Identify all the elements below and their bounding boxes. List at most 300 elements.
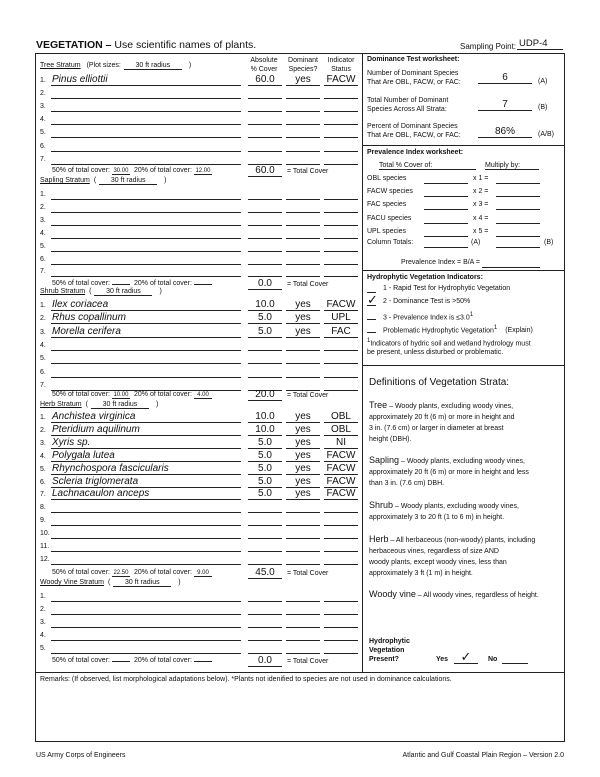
tree-indicator-field[interactable] <box>324 88 358 99</box>
tree-dominant-field[interactable] <box>286 154 320 165</box>
definitions-title: Definitions of Vegetation Strata: <box>369 377 510 388</box>
tree-indicator-field[interactable]: FACW <box>324 75 358 86</box>
herb-twenty-value[interactable]: 9.00 <box>194 570 212 577</box>
shrub-dominant-field[interactable] <box>286 340 320 351</box>
shrub-total-cover-label: = Total Cover <box>287 392 329 399</box>
woody-total-cover-label: = Total Cover <box>287 658 329 665</box>
prevalence-cover-field[interactable] <box>424 175 468 184</box>
page-title <box>36 39 256 51</box>
herb-row-number: 9. <box>40 517 46 525</box>
herb-dominant-field[interactable]: yes <box>286 464 320 475</box>
shrub-indicator-field[interactable] <box>324 380 358 391</box>
herb-dominant-field[interactable] <box>286 515 320 526</box>
herb-cover-field[interactable]: 5.0 <box>248 477 282 488</box>
dominance-b-label <box>367 96 448 114</box>
def-sapling <box>369 455 529 489</box>
shrub-stratum-header <box>40 288 162 296</box>
tree-species-field[interactable] <box>51 127 241 138</box>
sapling-plot-close: ) <box>164 177 167 184</box>
prevalence-title: Prevalence Index worksheet: <box>367 149 464 156</box>
prevalence-product-field[interactable] <box>496 215 540 224</box>
remarks-text: (If observed, list morphological adaptations below). *Plants not idenified to species are not used in dominance calculations. <box>69 676 452 683</box>
sapling-cover-field[interactable] <box>248 241 282 252</box>
sapling-row-number: 5. <box>40 242 46 250</box>
prevalence-product-field[interactable] <box>496 175 540 184</box>
woody-twenty-value[interactable] <box>194 661 212 662</box>
hydrophytic-label <box>369 637 410 664</box>
indicator-4-text: Problematic Hydrophytic Vegetation <box>383 327 494 335</box>
tree-cover-field[interactable] <box>248 101 282 112</box>
def-shrub-head: Shrub <box>369 500 394 510</box>
tree-species-field[interactable]: Pinus elliottii <box>51 75 241 86</box>
woody-cover-field[interactable] <box>248 604 282 615</box>
sapling-cover-totals <box>52 280 214 287</box>
tree-species-field[interactable] <box>51 154 241 165</box>
prevalence-multiplier: x 1 = <box>473 175 489 182</box>
sapling-cover-field[interactable] <box>248 254 282 265</box>
herb-twenty-label: 20% of total cover: <box>133 569 192 576</box>
prevalence-row-label: UPL species <box>367 227 407 235</box>
prevalence-cover-field[interactable] <box>424 228 468 237</box>
herb-indicator-field[interactable] <box>324 554 358 565</box>
herb-stratum-header <box>40 401 158 409</box>
herb-dominant-field[interactable]: yes <box>286 438 320 449</box>
woody-cover-field[interactable] <box>248 643 282 654</box>
shrub-indicator-field[interactable] <box>324 353 358 364</box>
herb-cover-field[interactable]: 5.0 <box>248 464 282 475</box>
tree-dominant-field[interactable] <box>286 114 320 125</box>
footer-left: US Army Corps of Engineers <box>36 752 126 759</box>
woody-cover-field[interactable] <box>248 591 282 602</box>
shrub-row-number: 2. <box>40 315 46 323</box>
dominance-b-value: 7 <box>478 99 532 111</box>
sampling-point-value: UDP-4 <box>517 38 563 50</box>
herb-indicator-field[interactable]: FACW <box>324 451 358 462</box>
herb-dominant-field[interactable]: yes <box>286 412 320 423</box>
herb-species-field[interactable]: Scleria triglomerata <box>51 477 241 488</box>
shrub-species-field[interactable] <box>51 380 241 391</box>
prevalence-cover-field[interactable] <box>424 215 468 224</box>
sapling-fifty-value[interactable] <box>112 284 130 285</box>
shrub-row-number: 6. <box>40 368 46 376</box>
tree-twenty-value[interactable]: 12.00 <box>195 168 211 174</box>
tree-indicator-field[interactable] <box>324 127 358 138</box>
sapling-row-number: 1. <box>40 191 46 198</box>
sapling-dominant-field[interactable] <box>286 215 320 226</box>
herb-fifty-label: 50% of total cover: <box>52 569 110 576</box>
prevalence-total-a-field[interactable] <box>424 239 468 248</box>
woody-plot-size[interactable]: 30 ft radius <box>113 579 171 587</box>
herb-indicator-field[interactable]: OBL <box>324 425 358 436</box>
tree-indicator-field[interactable] <box>324 141 358 152</box>
herb-dominant-field[interactable] <box>286 554 320 565</box>
shrub-twenty-value[interactable]: 4.00 <box>194 392 212 399</box>
herb-species-field[interactable]: Xyris sp. <box>51 438 241 449</box>
sapling-species-field[interactable] <box>51 215 241 226</box>
sapling-dominant-field[interactable] <box>286 202 320 213</box>
herb-dominant-field[interactable] <box>286 541 320 552</box>
sapling-cover-field[interactable] <box>248 189 282 200</box>
def-sapling-head: Sapling <box>369 455 400 465</box>
herb-row-number: 5. <box>40 465 46 473</box>
def-woody-text: – All woody vines, regardless of height. <box>415 592 539 599</box>
tree-indicator-field[interactable] <box>324 114 358 125</box>
herb-indicator-field[interactable] <box>324 528 358 539</box>
def-herb-l1: – All herbaceous (non-woody) plants, including <box>388 537 536 544</box>
shrub-dominant-field[interactable]: yes <box>286 327 320 338</box>
tree-fifty-label: 50% of total cover: <box>52 167 110 174</box>
shrub-cover-field[interactable]: 10.0 <box>248 300 282 311</box>
prevalence-multiplier: x 5 = <box>473 227 489 235</box>
shrub-cover-field[interactable] <box>248 353 282 364</box>
woody-row-number: 5. <box>40 645 46 652</box>
tree-cover-field[interactable] <box>248 114 282 125</box>
shrub-stratum-title: Shrub Stratum <box>40 288 86 295</box>
sapling-cover-field[interactable] <box>248 202 282 213</box>
woody-stratum-header <box>40 579 181 587</box>
indicator-4-explain: (Explain) <box>505 327 533 335</box>
shrub-indicator-field[interactable]: FAC <box>324 327 358 338</box>
woody-twenty-label: 20% of total cover: <box>133 657 192 664</box>
indicator-1-label: 1 - Rapid Test for Hydrophytic Vegetation <box>383 285 511 292</box>
herb-indicator-field[interactable]: OBL <box>324 412 358 423</box>
woody-row-number: 4. <box>40 632 46 639</box>
woody-dominant-field[interactable] <box>286 604 320 615</box>
herb-row-number: 4. <box>40 452 46 460</box>
herb-species-field[interactable] <box>51 528 241 539</box>
tree-indicator-field[interactable] <box>324 101 358 112</box>
sapling-row-number: 2. <box>40 203 46 211</box>
herb-species-field[interactable]: Rhynchospora fascicularis <box>51 464 241 475</box>
tree-fifty-value[interactable]: 30.00 <box>113 168 129 174</box>
dominance-c-tag: (A/B) <box>538 131 554 138</box>
shrub-total-cover[interactable]: 20.0 <box>248 390 282 401</box>
herb-cover-field[interactable] <box>248 515 282 526</box>
woody-dominant-field[interactable] <box>286 591 320 602</box>
herb-cover-field[interactable]: 5.0 <box>248 451 282 462</box>
prevalence-b-tag: (B) <box>544 239 554 246</box>
shrub-species-field[interactable] <box>51 340 241 351</box>
prevalence-row-label: FACU species <box>367 214 412 222</box>
hydro-yes-field[interactable]: ✓ <box>454 652 478 664</box>
herb-indicator-field[interactable]: FACW <box>324 464 358 475</box>
woody-indicator-field[interactable] <box>324 604 358 615</box>
shrub-cover-field[interactable]: 5.0 <box>248 327 282 338</box>
def-herb-l2: herbaceous vines, regardless of size AND <box>369 548 499 555</box>
indicator-4-sup: 1 <box>493 325 498 331</box>
sapling-indicator-field[interactable] <box>324 189 358 200</box>
tree-row-number: 4. <box>40 116 46 124</box>
woody-stratum-title: Woody Vine Stratum <box>40 579 104 586</box>
sapling-dominant-field[interactable] <box>286 228 320 239</box>
woody-species-field[interactable] <box>51 630 241 641</box>
woody-cover-field[interactable] <box>248 617 282 628</box>
sapling-dominant-field[interactable] <box>286 254 320 265</box>
herb-species-field[interactable] <box>51 502 241 513</box>
dominance-a-value: 6 <box>478 72 532 84</box>
sapling-fifty-label: 50% of total cover: <box>52 280 110 287</box>
indicator-3-box[interactable] <box>367 312 376 320</box>
herb-plot-open: ( <box>85 401 88 408</box>
sapling-indicator-field[interactable] <box>324 266 358 277</box>
shrub-row-number: 4. <box>40 341 46 349</box>
herb-cover-field[interactable] <box>248 502 282 513</box>
def-shrub <box>369 500 519 523</box>
prevalence-index-field[interactable] <box>482 259 540 268</box>
tree-stratum-title: Tree Stratum <box>40 62 81 69</box>
prevalence-product-field[interactable] <box>496 201 540 210</box>
herb-cover-field[interactable]: 10.0 <box>248 425 282 436</box>
shrub-dominant-field[interactable] <box>286 367 320 378</box>
indicator-3-sup: 1 <box>469 312 474 318</box>
shrub-indicator-field[interactable] <box>324 367 358 378</box>
tree-total-cover-label: = Total Cover <box>287 168 329 175</box>
shrub-indicator-field[interactable] <box>324 340 358 351</box>
sapling-species-field[interactable] <box>51 202 241 213</box>
herb-indicator-field[interactable]: FACW <box>324 477 358 488</box>
woody-indicator-field[interactable] <box>324 591 358 602</box>
indicator-2-box[interactable]: ✓ <box>367 292 378 307</box>
sapling-plot-size[interactable]: 30 ft radius <box>99 177 157 185</box>
shrub-row-number: 7. <box>40 381 46 389</box>
woody-dominant-field[interactable] <box>286 643 320 654</box>
herb-species-field[interactable]: Anchistea virginica <box>51 412 241 423</box>
sapling-cover-field[interactable] <box>248 228 282 239</box>
tree-dominant-field[interactable] <box>286 88 320 99</box>
sapling-species-field[interactable] <box>51 228 241 239</box>
tree-indicator-field[interactable] <box>324 154 358 165</box>
woody-indicator-field[interactable] <box>324 630 358 641</box>
woody-plot-close: ) <box>178 579 181 586</box>
sapling-row-number: 4. <box>40 229 46 237</box>
sapling-total-cover[interactable]: 0.0 <box>248 279 282 290</box>
woody-cover-field[interactable] <box>248 630 282 641</box>
woody-row-number: 3. <box>40 619 46 626</box>
prevalence-multiplier: x 4 = <box>473 214 489 222</box>
tree-dominant-field[interactable] <box>286 141 320 152</box>
woody-species-field[interactable] <box>51 617 241 628</box>
woody-indicator-field[interactable] <box>324 617 358 628</box>
shrub-twenty-label: 20% of total cover: <box>133 391 192 398</box>
prevalence-a-tag: (A) <box>471 239 481 246</box>
woody-fifty-value[interactable] <box>112 661 130 662</box>
sapling-species-field[interactable] <box>51 241 241 252</box>
sapling-indicator-field[interactable] <box>324 215 358 226</box>
herb-row-number: 7. <box>40 491 46 499</box>
tree-total-cover[interactable]: 60.0 <box>248 166 282 177</box>
herb-dominant-field[interactable]: yes <box>286 451 320 462</box>
herb-plot-size[interactable]: 30 ft radius <box>91 401 149 409</box>
shrub-row-number: 1. <box>40 302 46 309</box>
herb-species-field[interactable] <box>51 541 241 552</box>
shrub-species-field[interactable] <box>51 367 241 378</box>
hydro-no-field[interactable] <box>502 653 528 664</box>
herb-row-number: 3. <box>40 439 46 447</box>
col-indicator-2: Status <box>331 66 351 73</box>
prevalence-total-b-field[interactable] <box>496 239 540 248</box>
dominance-a-label <box>367 69 461 87</box>
shrub-fifty-label: 50% of total cover: <box>52 391 110 398</box>
tree-species-field[interactable] <box>51 101 241 112</box>
woody-dominant-field[interactable] <box>286 630 320 641</box>
tree-dominant-field[interactable] <box>286 127 320 138</box>
sapling-indicator-field[interactable] <box>324 254 358 265</box>
tree-row-number: 7. <box>40 155 46 163</box>
herb-dominant-field[interactable]: yes <box>286 477 320 488</box>
herb-cover-field[interactable]: 5.0 <box>248 489 282 500</box>
sapling-dominant-field[interactable] <box>286 189 320 200</box>
shrub-indicator-field[interactable]: FACW <box>324 300 358 311</box>
def-sapling-l3: than 3 in. (7.6 cm) DBH. <box>369 480 445 487</box>
shrub-dominant-field[interactable]: yes <box>286 300 320 311</box>
tree-dominant-field[interactable]: yes <box>286 75 320 86</box>
def-tree-l1: – Woody plants, excluding woody vines, <box>387 403 514 410</box>
herb-indicator-field[interactable] <box>324 515 358 526</box>
remarks-label: Remarks: <box>40 676 70 683</box>
tree-plot-size[interactable]: 30 ft radius <box>124 62 182 70</box>
shrub-plot-close: ) <box>159 288 162 295</box>
shrub-dominant-field[interactable] <box>286 353 320 364</box>
woody-row-number: 2. <box>40 606 46 613</box>
prevalence-cover-field[interactable] <box>424 188 468 197</box>
dominance-b-line2: Species Across All Strata: <box>367 106 447 113</box>
herb-species-field[interactable]: Polygala lutea <box>51 451 241 462</box>
herb-total-cover[interactable]: 45.0 <box>248 568 282 579</box>
sapling-species-field[interactable] <box>51 254 241 265</box>
herb-indicator-field[interactable]: FACW <box>324 489 358 500</box>
shrub-cover-field[interactable] <box>248 340 282 351</box>
herb-dominant-field[interactable]: yes <box>286 489 320 500</box>
def-tree-l3: 3 in. (7.6 cm) or larger in diameter at breast <box>369 425 504 432</box>
woody-species-field[interactable] <box>51 591 241 602</box>
herb-cover-field[interactable] <box>248 554 282 565</box>
sapling-row-number: 3. <box>40 216 46 224</box>
tree-species-field[interactable] <box>51 114 241 125</box>
def-tree-l4: height (DBH). <box>369 436 412 443</box>
sapling-cover-field[interactable] <box>248 266 282 277</box>
shrub-species-field[interactable]: Rhus copallinum <box>51 313 241 324</box>
herb-cover-field[interactable] <box>248 541 282 552</box>
woody-indicator-field[interactable] <box>324 643 358 654</box>
indicator-4-box[interactable] <box>367 325 376 333</box>
sapling-indicator-field[interactable] <box>324 241 358 252</box>
shrub-species-field[interactable] <box>51 353 241 364</box>
prevalence-index-label: Prevalence Index = B/A = <box>401 259 480 266</box>
sapling-cover-field[interactable] <box>248 215 282 226</box>
dominance-c-line1: Percent of Dominant Species <box>367 123 458 130</box>
shrub-plot-size[interactable]: 30 ft radius <box>94 288 152 296</box>
tree-species-field[interactable] <box>51 141 241 152</box>
herb-species-field[interactable] <box>51 515 241 526</box>
tree-cover-field[interactable] <box>248 127 282 138</box>
sapling-indicator-field[interactable] <box>324 202 358 213</box>
woody-species-field[interactable] <box>51 604 241 615</box>
herb-row-number: 1. <box>40 414 46 421</box>
prevalence-product-field[interactable] <box>496 188 540 197</box>
herb-stratum-title: Herb Stratum <box>40 401 82 408</box>
tree-plot-close: ) <box>188 62 192 69</box>
hydro-l1: Hydrophytic <box>369 638 410 645</box>
woody-total-cover[interactable]: 0.0 <box>248 656 282 667</box>
shrub-cover-field[interactable]: 5.0 <box>248 313 282 324</box>
herb-species-field[interactable]: Pteridium aquilinum <box>51 425 241 436</box>
herb-species-field[interactable] <box>51 554 241 565</box>
indicator-4-label <box>383 325 533 334</box>
dominance-b-tag: (B) <box>538 104 548 111</box>
sapling-dominant-field[interactable] <box>286 266 320 277</box>
prevalence-col1: Total % Cover of: <box>379 162 476 170</box>
indicator-3-label <box>383 312 473 321</box>
sapling-dominant-field[interactable] <box>286 241 320 252</box>
herb-total-cover-label: = Total Cover <box>287 570 329 577</box>
herb-cover-field[interactable]: 10.0 <box>248 412 282 423</box>
herb-row-number: 10. <box>40 530 50 538</box>
herb-indicator-field[interactable] <box>324 541 358 552</box>
prevalence-cover-field[interactable] <box>424 201 468 210</box>
sapling-plot-open: ( <box>93 177 97 184</box>
herb-cover-field[interactable]: 5.0 <box>248 438 282 449</box>
tree-cover-field[interactable]: 60.0 <box>248 75 282 86</box>
col-dominant <box>284 56 322 74</box>
sapling-twenty-value[interactable] <box>194 284 212 285</box>
shrub-fifty-value[interactable]: 10.00 <box>113 392 129 398</box>
herb-dominant-field[interactable] <box>286 528 320 539</box>
def-shrub-l2: approximately 3 to 20 ft (1 to 6 m) in height. <box>369 514 505 521</box>
tree-cover-field[interactable] <box>248 141 282 152</box>
herb-dominant-field[interactable] <box>286 502 320 513</box>
col-absolute-2: % Cover <box>250 66 278 73</box>
woody-row-number: 1. <box>40 593 46 600</box>
tree-row-number: 6. <box>40 142 46 150</box>
col-absolute-cover <box>244 56 284 74</box>
prevalence-multiplier: x 3 = <box>473 201 489 209</box>
tree-cover-totals <box>52 167 214 175</box>
sapling-indicator-field[interactable] <box>324 228 358 239</box>
woody-dominant-field[interactable] <box>286 617 320 628</box>
sapling-species-field[interactable] <box>51 189 241 200</box>
herb-species-field[interactable]: Lachnacaulon anceps <box>51 489 241 500</box>
hydro-l2: Vegetation <box>369 647 405 654</box>
shrub-indicator-field[interactable]: UPL <box>324 313 358 324</box>
dominance-title: Dominance Test worksheet: <box>367 56 460 63</box>
footer-right: Atlantic and Gulf Coastal Plain Region – Version 2.0 <box>402 752 564 759</box>
shrub-species-field[interactable]: Morella cerifera <box>51 327 241 338</box>
herb-fifty-value[interactable]: 22.50 <box>113 570 129 576</box>
prevalence-product-field[interactable] <box>496 228 540 237</box>
sampling-point-label: Sampling Point: <box>460 42 517 51</box>
shrub-plot-open: ( <box>89 288 92 295</box>
shrub-dominant-field[interactable]: yes <box>286 313 320 324</box>
shrub-dominant-field[interactable] <box>286 380 320 391</box>
sapling-row-number: 7. <box>40 268 46 276</box>
herb-indicator-field[interactable] <box>324 502 358 513</box>
shrub-cover-field[interactable] <box>248 367 282 378</box>
tree-species-field[interactable] <box>51 88 241 99</box>
tree-dominant-field[interactable] <box>286 101 320 112</box>
shrub-cover-totals <box>52 391 214 399</box>
shrub-species-field[interactable]: Ilex coriacea <box>51 300 241 311</box>
woody-species-field[interactable] <box>51 643 241 654</box>
dominance-b-line1: Total Number of Dominant <box>367 97 449 104</box>
tree-cover-field[interactable] <box>248 154 282 165</box>
def-sapling-l1: – Woody plants, excluding woody vines, <box>399 458 525 465</box>
herb-dominant-field[interactable]: yes <box>286 425 320 436</box>
herb-cover-field[interactable] <box>248 528 282 539</box>
herb-indicator-field[interactable]: NI <box>324 438 358 449</box>
sapling-species-field[interactable] <box>51 266 241 277</box>
tree-stratum-header <box>40 62 191 70</box>
tree-cover-field[interactable] <box>248 88 282 99</box>
